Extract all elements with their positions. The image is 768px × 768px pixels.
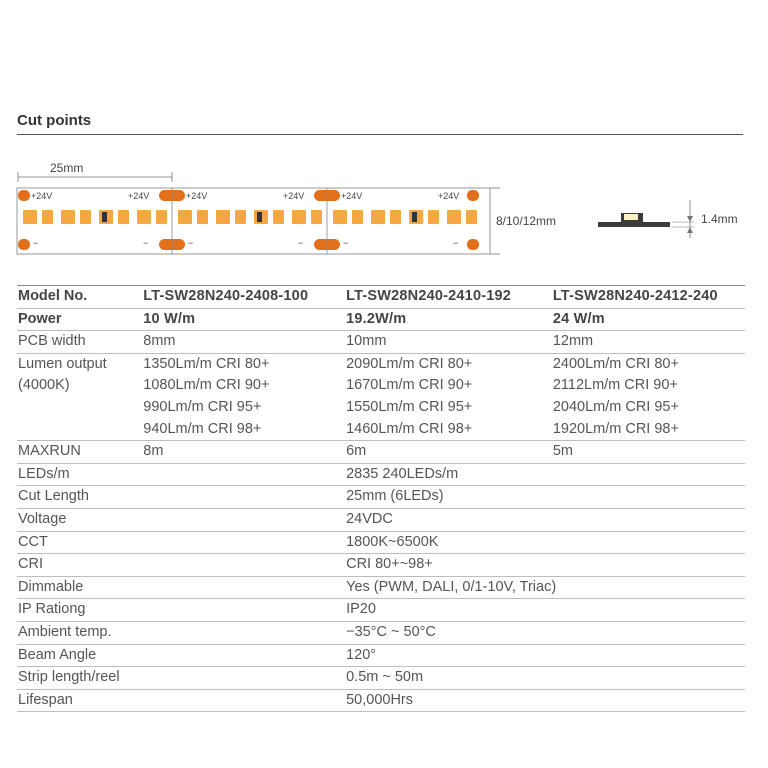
minus-label: −	[33, 238, 39, 248]
spec-label: LEDs/m	[17, 463, 142, 486]
lumen-value: 2400Lm/m CRI 80+	[552, 355, 679, 372]
lumen-value: 1920Lm/m CRI 98+	[552, 420, 679, 437]
spec-empty-cell	[142, 531, 345, 554]
table-row	[17, 576, 745, 599]
maxrun-2410: 6m	[345, 441, 552, 464]
spec-empty-cell	[142, 486, 345, 509]
table-row	[17, 508, 745, 531]
lumen-value: 1670Lm/m CRI 90+	[346, 377, 473, 394]
table-row-pcb	[17, 331, 745, 354]
led-chip	[137, 210, 151, 224]
resistor	[257, 212, 262, 222]
table-row	[17, 531, 745, 554]
led-chip	[118, 210, 129, 224]
header-model-2408: LT-SW28N240-2408-100	[142, 286, 345, 308]
led-chip	[466, 210, 477, 224]
spec-label: IP Rationg	[17, 599, 142, 622]
table-row	[17, 644, 745, 667]
minus-label: −	[188, 238, 194, 248]
power-label: Power	[17, 308, 142, 331]
led-chip	[273, 210, 284, 224]
led-chip	[428, 210, 439, 224]
table-row	[17, 554, 745, 577]
spec-value: 24VDC	[345, 508, 745, 531]
lumen-label-line2: (4000K)	[18, 377, 70, 394]
lumen-value: 990Lm/m CRI 95+	[143, 398, 262, 415]
led-chip	[61, 210, 75, 224]
section-title: Cut points	[17, 112, 92, 129]
led-chip	[371, 210, 385, 224]
spec-label: Dimmable	[17, 576, 142, 599]
spec-value: 0.5m ~ 50m	[345, 667, 745, 690]
led-strip-diagram	[0, 150, 768, 260]
pcb-label: PCB width	[17, 331, 142, 354]
spec-value: 120°	[345, 644, 745, 667]
spec-value: Yes (PWM, DALI, 0/1-10V, Triac)	[345, 576, 745, 599]
lumen-label	[17, 353, 142, 440]
solder-pad-plus	[467, 190, 479, 201]
minus-label: −	[298, 238, 304, 248]
spec-label: Ambient temp.	[17, 621, 142, 644]
spec-value: 2835 240LEDs/m	[345, 463, 745, 486]
plus-24v-label: +24V	[186, 191, 208, 201]
common-spec-rows	[17, 463, 745, 712]
spec-label: Voltage	[17, 508, 142, 531]
solder-pad-minus	[18, 239, 30, 250]
spec-empty-cell	[142, 463, 345, 486]
led-chip	[447, 210, 461, 224]
resistor	[412, 212, 417, 222]
spec-label: Lifespan	[17, 689, 142, 712]
spec-empty-cell	[142, 667, 345, 690]
led-chip	[333, 210, 347, 224]
plus-24v-label: +24V	[283, 191, 305, 201]
spec-value: −35°C ~ 50°C	[345, 621, 745, 644]
spec-empty-cell	[142, 621, 345, 644]
pcb-2412: 12mm	[552, 331, 745, 354]
lumen-value: 1550Lm/m CRI 95+	[346, 398, 473, 415]
spec-table	[17, 286, 745, 712]
spec-value: CRI 80+~98+	[345, 554, 745, 577]
led-chip	[216, 210, 230, 224]
maxrun-2412: 5m	[552, 441, 745, 464]
spec-label: Strip length/reel	[17, 667, 142, 690]
cross-section-profile	[598, 200, 694, 238]
spec-label: CCT	[17, 531, 142, 554]
header-model-label: Model No.	[17, 286, 142, 308]
spec-empty-cell	[142, 576, 345, 599]
power-2412: 24 W/m	[552, 308, 745, 331]
led-chip	[156, 210, 167, 224]
led-chip	[23, 210, 37, 224]
spec-value: 1800K~6500K	[345, 531, 745, 554]
table-row-maxrun	[17, 441, 745, 464]
lumen-2408	[142, 353, 345, 440]
maxrun-2408: 8m	[142, 441, 345, 464]
spec-label: Cut Length	[17, 486, 142, 509]
lumen-value: 940Lm/m CRI 98+	[143, 420, 262, 437]
spec-empty-cell	[142, 689, 345, 712]
spec-empty-cell	[142, 554, 345, 577]
power-2408: 10 W/m	[142, 308, 345, 331]
lumen-value: 2112Lm/m CRI 90+	[552, 377, 678, 394]
spec-label: Beam Angle	[17, 644, 142, 667]
lumen-2410	[345, 353, 552, 440]
plus-24v-label: +24V	[31, 191, 53, 201]
plus-24v-label: +24V	[341, 191, 363, 201]
table-row	[17, 667, 745, 690]
table-row	[17, 689, 745, 712]
maxrun-label: MAXRUN	[17, 441, 142, 464]
table-header-row	[17, 286, 745, 308]
led-chip	[311, 210, 322, 224]
table-row-lumen	[17, 353, 745, 440]
spec-value: 25mm (6LEDs)	[345, 486, 745, 509]
lumen-value: 2090Lm/m CRI 80+	[346, 355, 473, 372]
table-row	[17, 621, 745, 644]
led-chip	[292, 210, 306, 224]
lumen-value: 1350Lm/m CRI 80+	[143, 355, 270, 372]
led-chip	[178, 210, 192, 224]
cut-length-label: 25mm	[50, 161, 84, 175]
spec-value: IP20	[345, 599, 745, 622]
spec-empty-cell	[142, 644, 345, 667]
table-row	[17, 486, 745, 509]
solder-pad-minus	[467, 239, 479, 250]
resistor	[102, 212, 107, 222]
led-chip	[80, 210, 91, 224]
spec-empty-cell	[142, 508, 345, 531]
header-model-2410: LT-SW28N240-2410-192	[345, 286, 552, 308]
plus-24v-label: +24V	[438, 191, 460, 201]
plus-24v-label: +24V	[128, 191, 150, 201]
lumen-label-line1: Lumen output	[18, 355, 107, 372]
table-row-power	[17, 308, 745, 331]
led-chip	[352, 210, 363, 224]
lumen-2412	[552, 353, 745, 440]
strip-width-label: 8/10/12mm	[496, 214, 557, 228]
led-chip	[197, 210, 208, 224]
title-divider	[17, 134, 743, 135]
lumen-value: 2040Lm/m CRI 95+	[552, 398, 679, 415]
led-chip	[390, 210, 401, 224]
pcb-2408: 8mm	[142, 331, 345, 354]
lumen-value: 1080Lm/m CRI 90+	[143, 377, 270, 394]
table-row	[17, 599, 745, 622]
spec-empty-cell	[142, 599, 345, 622]
spec-label: CRI	[17, 554, 142, 577]
lumen-value: 1460Lm/m CRI 98+	[346, 420, 473, 437]
pcb-2410: 10mm	[345, 331, 552, 354]
header-model-2412: LT-SW28N240-2412-240	[552, 286, 745, 308]
thickness-label: 1.4mm	[701, 212, 738, 226]
table-row	[17, 463, 745, 486]
led-chip	[235, 210, 246, 224]
minus-label: −	[143, 238, 149, 248]
power-2410: 19.2W/m	[345, 308, 552, 331]
led-chip	[42, 210, 53, 224]
spec-value: 50,000Hrs	[345, 689, 745, 712]
minus-label: −	[453, 238, 459, 248]
solder-pad-plus	[18, 190, 30, 201]
minus-label: −	[343, 238, 349, 248]
